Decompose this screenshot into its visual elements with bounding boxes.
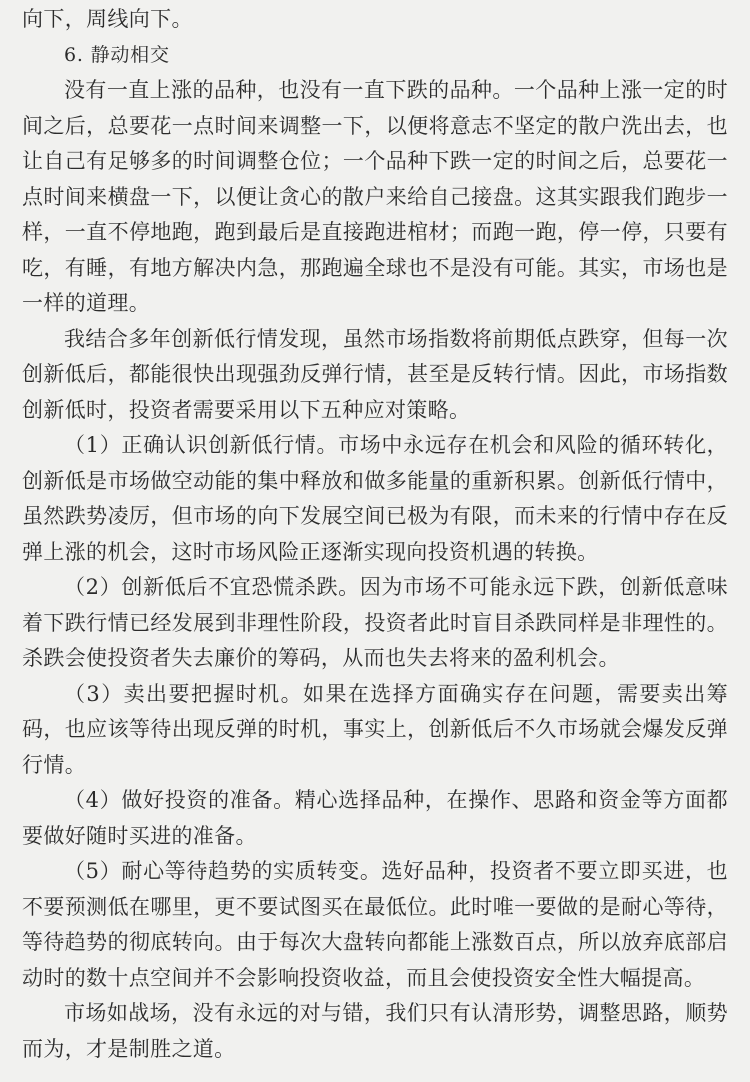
paragraph-strategy-1: （1）正确认识创新低行情。市场中永远存在机会和风险的循环转化，创新低是市场做空动能的集中释放和做多能量的重新积累。创新低行情中，虽然跌势凌厉，但市场的向下发展空间已极为有限，而未来的行情中存在反弹上涨的机会，这时市场风险正逐渐实现向投资机遇的转换。 — [22, 433, 728, 564]
paragraph-strategy-2: （2）创新低后不宜恐慌杀跌。因为市场不可能永远下跌，创新低意味着下跌行情已经发展到非理性阶段，投资者此时盲目杀跌同样是非理性的。杀跌会使投资者失去廉价的筹码，从而也失去将来的盈利机会。 — [22, 575, 728, 670]
paragraph-strategy-3: （3）卖出要把握时机。如果在选择方面确实存在问题，需要卖出筹码，也应该等待出现反弹的时机，事实上，创新低后不久市场就会爆发反弹行情。 — [22, 681, 728, 777]
paragraph-conclusion: 市场如战场，没有永远的对与错，我们只有认清形势，调整思路，顺势而为，才是制胜之道。 — [22, 1001, 728, 1061]
top-fragment-text: 向下，周线向下。 — [22, 7, 193, 31]
paragraph-context: 我结合多年创新低行情发现，虽然市场指数将前期低点跌穿，但每一次创新低后，都能很快出现强劲反弹行情，甚至是反转行情。因此，市场指数创新低时，投资者需要采用以下五种应对策略。 — [22, 326, 728, 422]
paragraph-intro: 没有一直上涨的品种，也没有一直下跌的品种。一个品种上涨一定的时间之后，总要花一点时间来调整一下，以便将意志不坚定的散户洗出去，也让自己有足够多的时间调整仓位；一个品种下跌一定的时间之后，总要花一点时间来横盘一下，以便让贪心的散户来给自己接盘。这其实跟我们跑步一样，一直不停地跑，跑到最后是直接跑进棺材；而跑一跑，停一停，只要有吃，有睡，有地方解决内急，那跑遍全球也不是没有可能。其实，市场也是一样的道理。 — [22, 78, 728, 315]
section-heading: 6. 静动相交 — [64, 43, 170, 66]
paragraph-strategy-4: （4）做好投资的准备。精心选择品种，在操作、思路和资金等方面都要做好随时买进的准备。 — [22, 788, 728, 848]
paragraph-strategy-5: （5）耐心等待趋势的实质转变。选好品种，投资者不要立即买进，也不要预测低在哪里，更不要试图买在最低位。此时唯一要做的是耐心等待，等待趋势的彻底转向。由于每次大盘转向都能上涨数百点，所以放弃底部启动时的数十点空间并不会影响投资收益，而且会使投资安全性大幅提高。 — [22, 859, 728, 990]
